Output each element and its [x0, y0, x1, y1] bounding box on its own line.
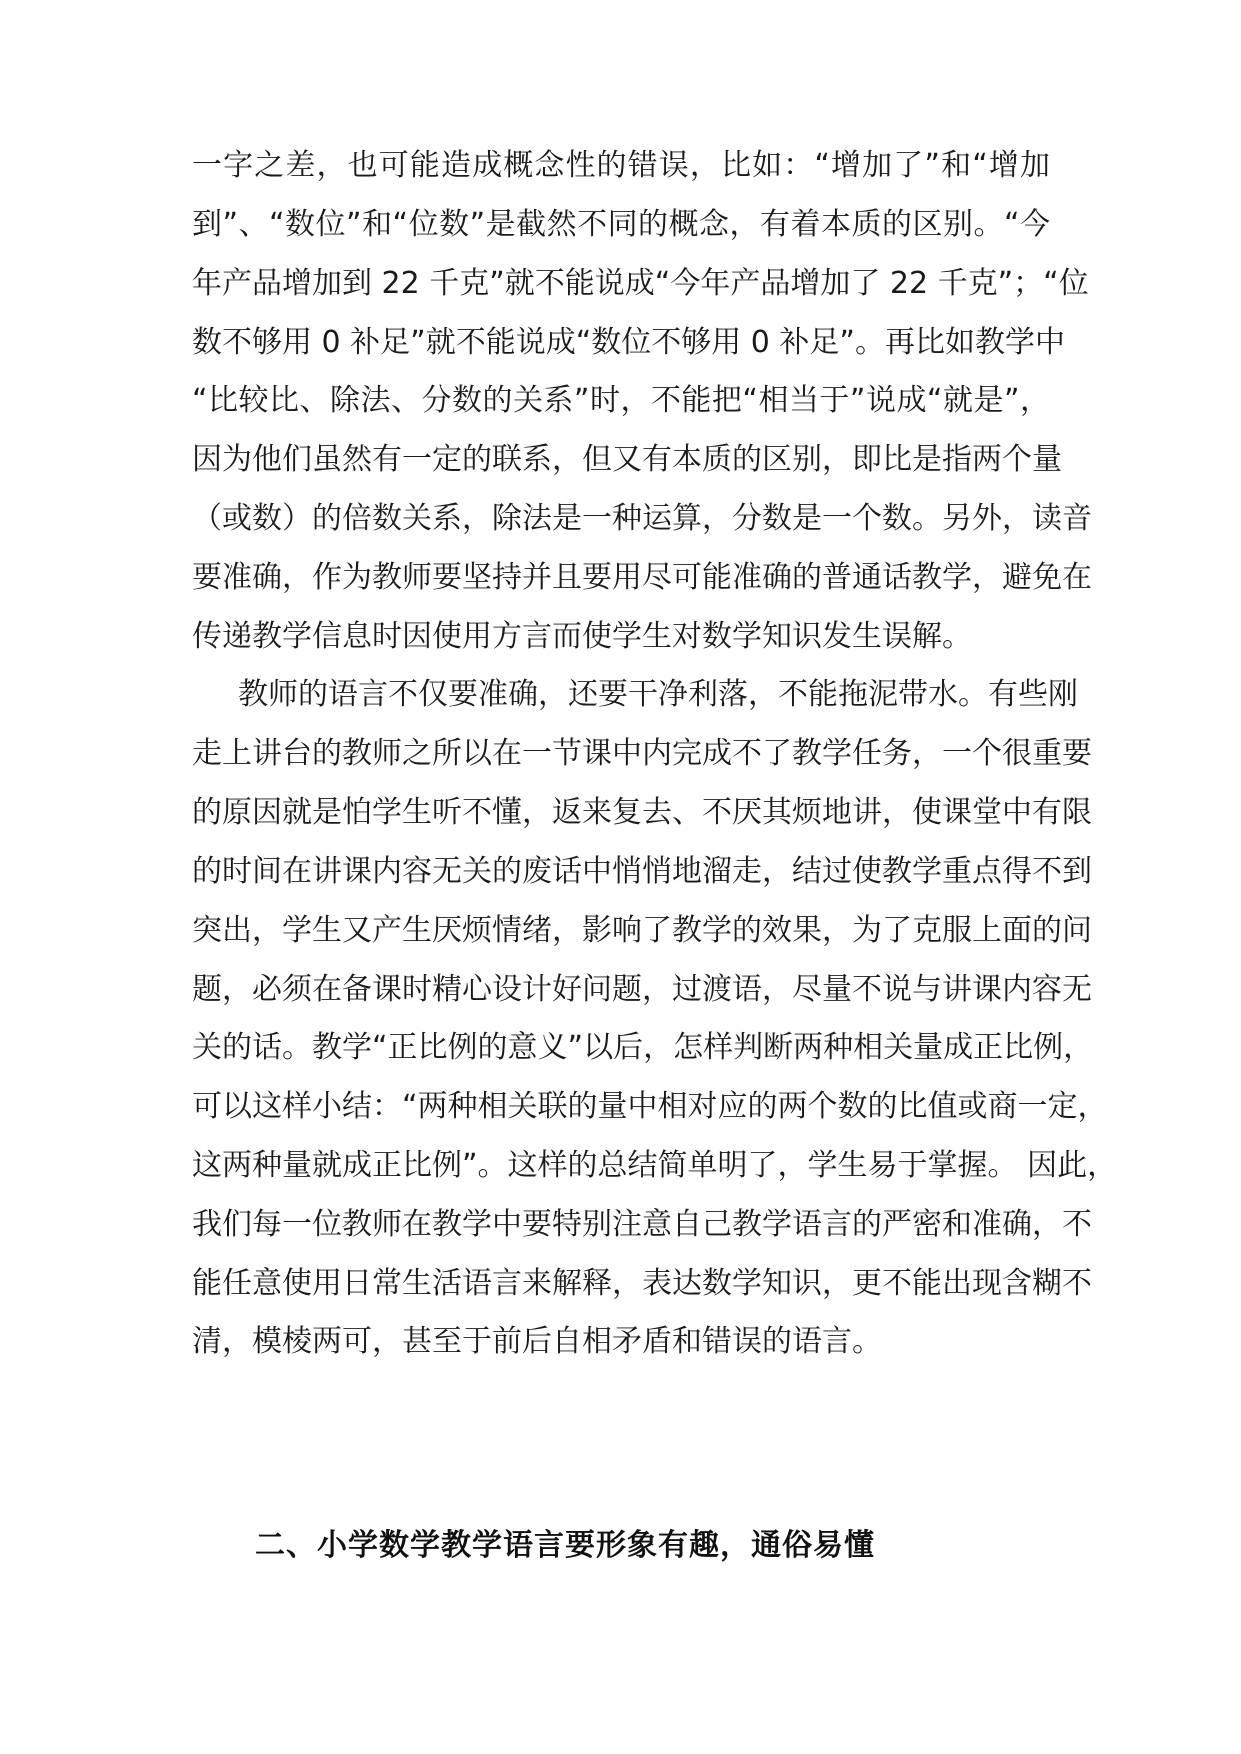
text-line: 要准确，作为教师要坚持并且要用尽可能准确的普通话教学，避免在 — [192, 560, 1092, 595]
text-line: 因为他们虽然有一定的联系，但又有本质的区别，即比是指两个量 — [192, 442, 1062, 477]
text-line: 的时间在讲课内容无关的废话中悄悄地溜走，结过使教学重点得不到 — [192, 854, 1092, 889]
text-line: 到”、“数位”和“位数”是截然不同的概念，有着本质的区别。“今 — [192, 207, 1050, 242]
text-line: 年产品增加到 22 千克”就不能说成“今年产品增加了 22 千克”；“位 — [192, 266, 1089, 301]
text-line: （或数）的倍数关系，除法是一种运算，分数是一个数。另外，读音 — [192, 501, 1092, 536]
section-heading: 二、小学数学教学语言要形象有趣，通俗易懂 — [255, 1528, 875, 1563]
text-line: 一字之差，也可能造成概念性的错误，比如：“增加了”和“增加 — [192, 148, 1050, 183]
text-line: 数不够用 0 补足”就不能说成“数位不够用 0 补足”。再比如教学中 — [192, 325, 1065, 360]
text-line: 传递教学信息时因使用方言而使学生对数学知识发生误解。 — [192, 619, 972, 654]
text-line: 可以这样小结：“两种相关联的量中相对应的两个数的比值或商一定， — [192, 1089, 1108, 1124]
text-line: 的原因就是怕学生听不懂，返来复去、不厌其烦地讲，使课堂中有限 — [192, 795, 1092, 830]
text-line: 关的话。教学“正比例的意义”以后，怎样判断两种相关量成正比例， — [192, 1030, 1094, 1065]
text-line: 能任意使用日常生活语言来解释，表达数学知识，更不能出现含糊不 — [192, 1266, 1092, 1301]
text-line: 题，必须在备课时精心设计好问题，过渡语，尽量不说与讲课内容无 — [192, 972, 1092, 1007]
text-line: “比较比、除法、分数的关系”时，不能把“相当于”说成“就是”， — [192, 383, 1050, 418]
text-line: 我们每一位教师在教学中要特别注意自己教学语言的严密和准确，不 — [192, 1207, 1092, 1242]
text-line: 突出，学生又产生厌烦情绪，影响了教学的效果，为了克服上面的问 — [192, 913, 1092, 948]
text-line: 清，模棱两可，甚至于前后自相矛盾和错误的语言。 — [192, 1324, 882, 1359]
text-line: 教师的语言不仅要准确，还要干净利落，不能拖泥带水。有些刚 — [238, 677, 1078, 712]
text-line: 这两种量就成正比例”。这样的总结简单明了，学生易于掌握。 因此， — [192, 1148, 1118, 1183]
text-line: 走上讲台的教师之所以在一节课中内完成不了教学任务，一个很重要 — [192, 736, 1092, 771]
